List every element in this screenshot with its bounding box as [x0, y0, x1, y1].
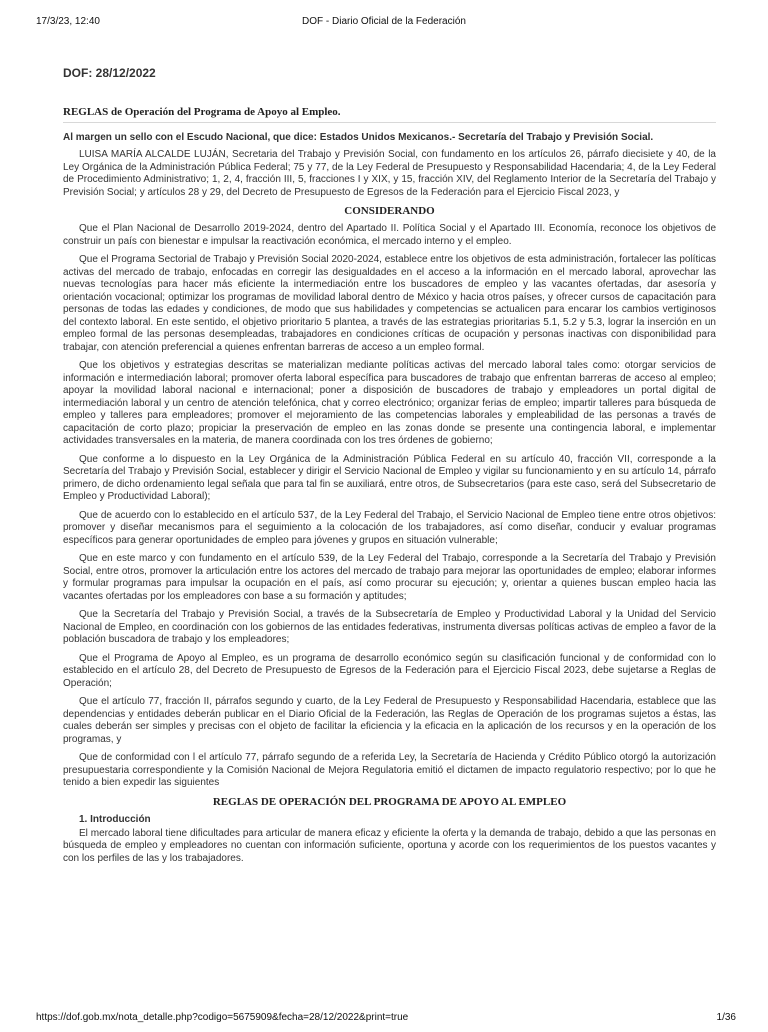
print-page-title: DOF - Diario Oficial de la Federación [302, 16, 466, 27]
paragraph: Que de acuerdo con lo establecido en el artículo 537, de la Ley Federal del Trabajo, el Servicio Nacional de Empleo tiene entre otros objetivos: promover y diseñar mecanismos para el seguimiento a la colocación de los trabajadores, así como diseñar, conducir y evaluar programas específicos para generar oportunidades de empleo para jóvenes y grupos en situación vulnerable; [63, 509, 716, 546]
dof-date: DOF: 28/12/2022 [63, 66, 156, 80]
document-title: REGLAS de Operación del Programa de Apoyo al Empleo. [63, 106, 716, 123]
paragraph: Que el Programa de Apoyo al Empleo, es un programa de desarrollo económico según su clasificación funcional y de conformidad con lo establecido en el artículo 28, del Decreto de Presupuesto de Egresos de la Federación para el Ejercicio Fiscal 2023, debe sujetarse a Reglas de Operación; [63, 652, 716, 689]
paragraph: Que el artículo 77, fracción II, párrafos segundo y cuarto, de la Ley Federal de Presupuesto y Responsabilidad Hacendaria, establece que las dependencias y entidades deberán publicar en el Diario Oficial de la Federación, las Reglas de Operación de los programas sujetos a éstas, las cuales deberán ser simples y precisas con el objeto de facilitar la eficiencia y la eficacia en la aplicación de los recursos y en la operación de los programas, y [63, 696, 716, 745]
print-datetime: 17/3/23, 12:40 [36, 16, 100, 27]
paragraph: Que de conformidad con l el artículo 77, párrafo segundo de a referida Ley, la Secretaría de Hacienda y Crédito Público otorgó la autorización presupuestaria correspondiente y la Comisión Nacional de Mejora Regulatoria emitió el dictamen de impacto regulatorio respectivo; por lo que he tenido a bien expedir las siguientes [63, 752, 716, 788]
paragraph: Que el Plan Nacional de Desarrollo 2019-2024, dentro del Apartado II. Política Social y el Apartado III. Economía, reconoce los objetivos de construir un país con bienestar e impulsar la reactivación económica, el mercado interno y el empleo. [63, 223, 716, 247]
margin-note: Al margen un sello con el Escudo Nacional, que dice: Estados Unidos Mexicanos.- Secretaría del Trabajo y Previsión Social. [63, 132, 654, 143]
print-footer [36, 1012, 736, 1032]
section-title: 1. Introducción [79, 813, 151, 825]
rules-heading: REGLAS DE OPERACIÓN DEL PROGRAMA DE APOYO AL EMPLEO [212, 795, 567, 808]
intro-paragraph: LUISA MARÍA ALCALDE LUJÁN, Secretaria del Trabajo y Previsión Social, con fundamento en los artículos 26, párrafo diecisiete y 40, de la Ley Orgánica de la Administración Pública Federal; 75 y 77, de la Ley Federal de Presupuesto y Responsabilidad Hacendaria; 4, de la Ley Federal de Procedimiento Administrativo; 1, 2, 4, fracción III, 5, fracciones I y XIX, y 15, fracción XIV, del Reglamento Interior de la Secretaría del Trabajo y Previsión Social; y artículos 28 y 29, del Decreto de Presupuesto de Egresos de la Federación para el Ejercicio Fiscal 2023, y [63, 149, 716, 198]
page-count: 1/36 [716, 1012, 736, 1023]
paragraph: Que la Secretaría del Trabajo y Previsión Social, a través de la Subsecretaría de Empleo y Productividad Laboral y la Unidad del Servicio Nacional de Empleo, en coordinación con los gobiernos de las entidades federativas, instrumenta diversas políticas activas de empleo a favor de la población buscadora de trabajo y los empleadores; [63, 609, 716, 645]
page-url: https://dof.gob.mx/nota_detalle.php?codigo=5675909&fecha=28/12/2022&print=true [36, 1012, 409, 1023]
paragraph: Que los objetivos y estrategias descritas se materializan mediante políticas activas del mercado laboral tales como: otorgar servicios de información e intermediación laboral; promover oferta laboral específica para buscadores de trabajo que enfrentan barreras de acceso al empleo; apoyar la movilidad laboral nacional e internacional; poner a disposición de buscadores de trabajo y empleadores un portal digital de intermediación laboral y un centro de atención telefónica, chat y correo electrónico; organizar ferias de empleo; impartir talleres para búsqueda de empleo y talleres para empleadores; promover el mejoramiento de las competencias laborales y empleabilidad de las personas a través de capacitación de corto plazo; propiciar la preservación de empleo en las zonas donde se presente una contingencia laboral, e implementar actividades transversales en la materia, de manera coordinada con los tres órdenes de gobierno; [63, 360, 716, 446]
paragraph: Que el Programa Sectorial de Trabajo y Previsión Social 2020-2024, establece entre los objetivos de esta administración, fortalecer las políticas activas del mercado de trabajo, enfocadas en corregir las desigualdades en el acceso a la información en el mercado laboral, aprovechar las nuevas tecnologías para hacer más eficiente la intermediación entre los buscadores de empleo y las vacantes ofertadas, dar asesoría y orientación vocacional; optimizar los programas de movilidad laboral dentro de México y hacia otros países, y ofrecer cursos de capacitación para personas de todas las edades y condiciones, de modo que sus habilidades y competencias se actualicen para encarar los cambios vertiginosos del contexto laboral. En este sentido, el objetivo prioritario 5 plantea, a través de las estrategias prioritarias 5.1, 5.2 y 5.3, lograr la inserción en un empleo formal de las personas desempleadas, trabajadores en condiciones críticas de ocupación y personas inactivas con disponibilidad para trabajar, con atención preferencial a quienes enfrentan barreras de acceso a un empleo formal. [63, 254, 717, 353]
paragraph: Que conforme a lo dispuesto en la Ley Orgánica de la Administración Pública Federal en su artículo 40, fracción VII, corresponde a la Secretaría del Trabajo y Previsión Social, establecer y dirigir el Servicio Nacional de Empleo y vigilar su funcionamiento y en su artículo 14, párrafo primero, de dicho ordenamiento legal señala que para tal fin se auxiliará, entre otros, de Subsecretarios (para este caso, será del Subsecretario de Empleo y Productividad Laboral); [63, 453, 716, 502]
paragraph: Que en este marco y con fundamento en el artículo 539, de la Ley Federal del Trabajo, corresponde a la Secretaría del Trabajo y Previsión Social, entre otros, promover la articulación entre los actores del mercado de trabajo para mejorar las oportunidades de empleo; elaborar informes y formular programas para impulsar la ocupación en el país, así como procurar su ejecución; y, orientar a quienes buscan empleo hacia las vacantes ofertadas por los empleadores con base a su formación y aptitudes; [63, 553, 716, 602]
print-header [36, 16, 732, 30]
section-paragraph: El mercado laboral tiene dificultades para articular de manera eficaz y eficiente la oferta y la demanda de trabajo, debido a que las personas en búsqueda de empleo y empleadores no cuentan con información suficiente, oportuna y acorde con los requerimientos de los puestos vacantes y con los perfiles de las y los trabajadores. [63, 827, 716, 864]
considerando-heading: CONSIDERANDO [344, 205, 435, 217]
document-body [63, 66, 716, 871]
